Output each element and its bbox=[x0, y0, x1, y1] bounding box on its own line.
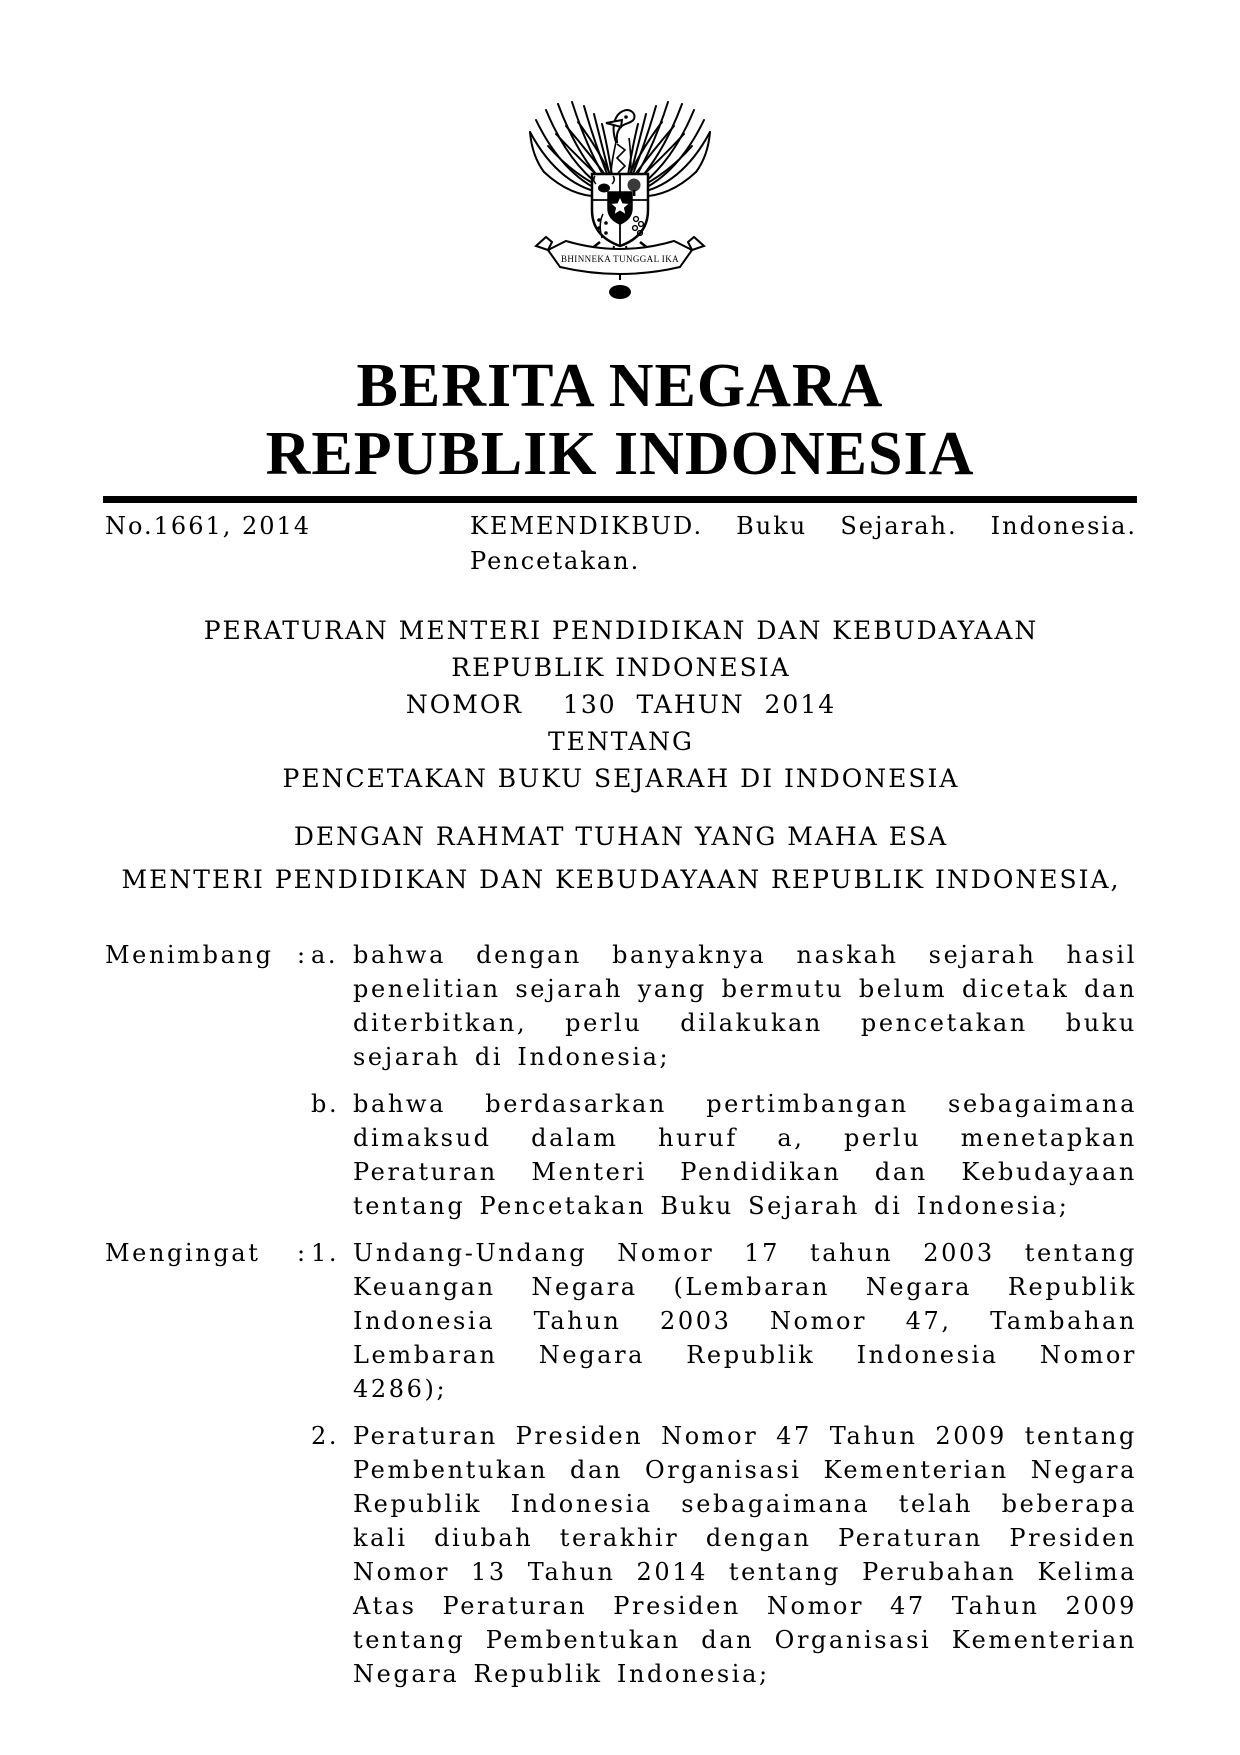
masthead-rule bbox=[103, 496, 1137, 503]
preamble-sections bbox=[105, 938, 1137, 1691]
considering-section bbox=[105, 938, 1137, 1223]
garuda-pancasila-emblem bbox=[522, 96, 718, 301]
authority-line: MENTERI PENDIDIKAN DAN KEBUDAYAAN REPUBLIK INDONESIA, bbox=[121, 865, 1121, 894]
spacer bbox=[105, 1087, 297, 1223]
recalling-section bbox=[105, 1236, 1137, 1691]
considering-item-a-marker: a. bbox=[311, 941, 339, 969]
recalling-label: Mengingat bbox=[105, 1239, 261, 1267]
regulation-title-line2: REPUBLIK INDONESIA bbox=[451, 653, 791, 682]
masthead bbox=[0, 352, 1240, 488]
gazette-header-row bbox=[105, 509, 1137, 579]
recalling-item-1-text: Undang-Undang Nomor 17 tahun 2003 tentang Keuangan Negara (Lembaran Negara Republik Indonesia Tahun 2003 Nomor 47, Tambahan Lembaran Negara Republik Indonesia Nomor 4286); bbox=[353, 1239, 1137, 1403]
invocation-line: DENGAN RAHMAT TUHAN YANG MAHA ESA bbox=[293, 822, 949, 851]
gazette-subject bbox=[470, 509, 1137, 579]
recalling-item-2-marker: 2. bbox=[311, 1422, 340, 1450]
regulation-number-line: NOMOR 130 TAHUN 2014 bbox=[405, 690, 837, 719]
gazette-number: No.1661, 2014 bbox=[105, 512, 312, 540]
regulation-tentang-line: TENTANG bbox=[547, 727, 694, 756]
masthead-line2: REPUBLIK INDONESIA bbox=[265, 420, 975, 488]
regulation-title-block bbox=[105, 612, 1137, 797]
regulation-subject-line: PENCETAKAN BUKU SEJARAH DI INDONESIA bbox=[282, 764, 960, 793]
gazette-subject-line2: Pencetakan. bbox=[470, 547, 641, 575]
recalling-item-2-text: Peraturan Presiden Nomor 47 Tahun 2009 tentang Pembentukan dan Organisasi Kementerian Negara Republik Indonesia sebagaimana telah beberapa kali diubah terakhir dengan Peraturan Presiden Nomor 13 Tahun 2014 tentang Perubahan Kelima Atas Peraturan Presiden Nomor 47 Tahun 2009 tentang Pembentukan dan Organisasi Kementerian Negara Republik Indonesia; bbox=[353, 1422, 1137, 1688]
considering-item-b-text: bahwa berdasarkan pertimbangan sebagaimana dimaksud dalam huruf a, perlu menetapkan Peraturan Menteri Pendidikan dan Kebudayaan tentang Pencetakan Buku Sejarah di Indonesia; bbox=[353, 1090, 1137, 1220]
recalling-colon: : bbox=[297, 1239, 308, 1267]
emblem-motto-text: BHINNEKA TUNGGAL IKA bbox=[561, 254, 679, 264]
masthead-line1: BERITA NEGARA bbox=[356, 352, 884, 420]
spacer bbox=[297, 1087, 311, 1223]
considering-item-b-marker: b. bbox=[311, 1090, 340, 1118]
spacer bbox=[105, 1419, 297, 1691]
spacer bbox=[297, 1419, 311, 1691]
considering-colon: : bbox=[297, 941, 308, 969]
garuda-emblem-drawing bbox=[522, 96, 718, 301]
considering-label: Menimbang bbox=[105, 941, 274, 969]
regulation-title-line1: PERATURAN MENTERI PENDIDIKAN DAN KEBUDAYAAN bbox=[203, 616, 1039, 645]
recalling-item-1-marker: 1. bbox=[311, 1239, 340, 1267]
considering-item-a-text: bahwa dengan banyaknya naskah sejarah hasil penelitian sejarah yang bermutu belum dicetak dan diterbitkan, perlu dilakukan pencetakan buku sejarah di Indonesia; bbox=[353, 941, 1137, 1071]
gazette-subject-line1: KEMENDIKBUD. Buku Sejarah. Indonesia. bbox=[470, 512, 1137, 540]
